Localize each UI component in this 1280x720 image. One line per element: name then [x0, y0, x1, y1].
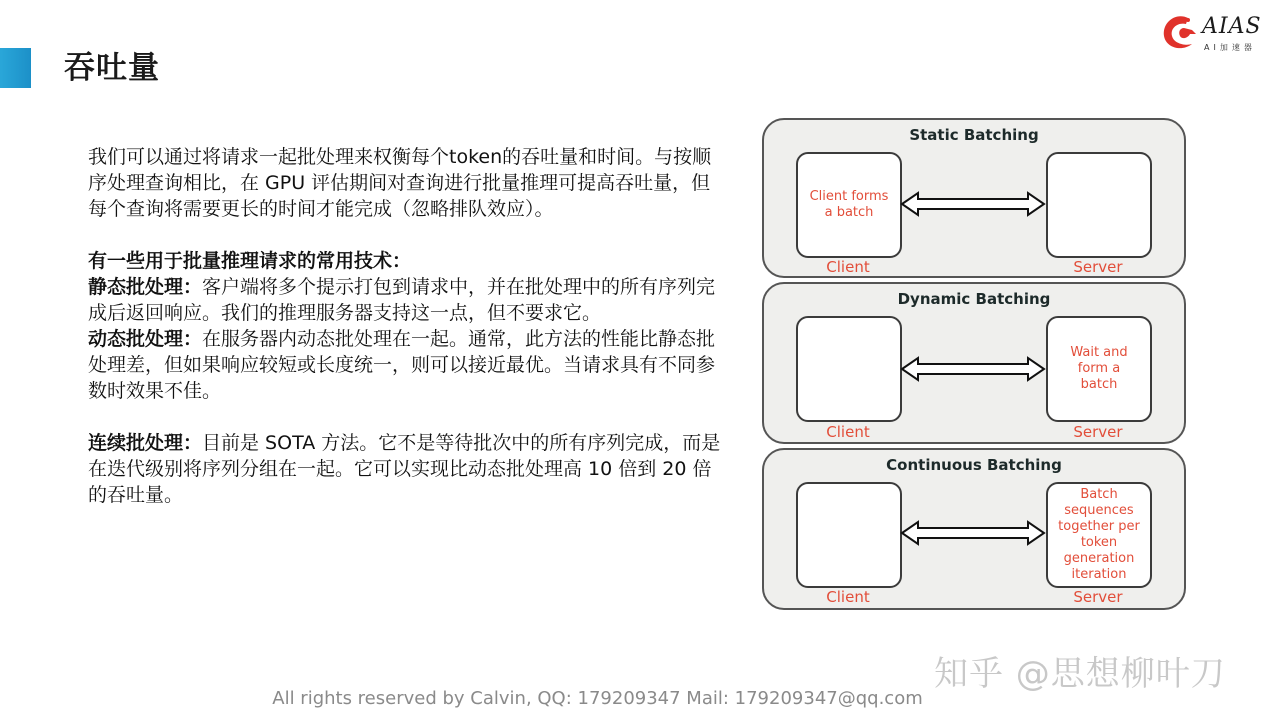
- logo-subtitle: AI加速器: [1204, 43, 1256, 52]
- client-label: Client: [826, 258, 870, 276]
- spacer: [88, 404, 728, 430]
- server-box: [1046, 152, 1152, 258]
- dynamic-batching-label: 动态批处理：: [88, 328, 203, 350]
- dynamic-batching-paragraph: [88, 326, 728, 404]
- server-label: Server: [1073, 423, 1123, 441]
- content-body: [88, 144, 728, 508]
- static-batching-paragraph: [88, 274, 728, 326]
- static-batching-panel: [762, 118, 1186, 278]
- dynamic-batching-panel: [762, 282, 1186, 444]
- title-accent-bar: [0, 48, 31, 88]
- server-box: [1046, 482, 1152, 588]
- spacer: [88, 222, 728, 248]
- server-box: [1046, 316, 1152, 422]
- continuous-batching-label: 连续批处理：: [88, 432, 203, 454]
- server-box-text: Batch sequences together per token generation iteration: [1058, 487, 1140, 582]
- panel-title: Dynamic Batching: [897, 290, 1051, 308]
- double-arrow-icon: [900, 520, 1046, 546]
- server-label: Server: [1073, 258, 1123, 276]
- aias-logo: [1158, 10, 1270, 56]
- panel-title: Continuous Batching: [886, 456, 1062, 474]
- client-label: Client: [826, 588, 870, 606]
- double-arrow-icon: [900, 191, 1046, 217]
- continuous-batching-paragraph: [88, 430, 728, 508]
- continuous-batching-text: 目前是 SOTA 方法。它不是等待批次中的所有序列完成，而是在迭代级别将序列分组在一起。它可以实现比动态批处理高 10 倍到 20 倍的吞吐量。: [88, 432, 721, 506]
- static-batching-text: 客户端将多个提示打包到请求中，并在批处理中的所有序列完成后返回响应。我们的推理服务器支持这一点，但不要求它。: [88, 276, 716, 324]
- server-box-text: Wait and form a batch: [1070, 345, 1128, 392]
- double-arrow-icon: [900, 356, 1046, 382]
- client-label: Client: [826, 423, 870, 441]
- client-box: [796, 152, 902, 258]
- intro-paragraph: 我们可以通过将请求一起批处理来权衡每个token的吞吐量和时间。与按顺序处理查询相比，在 GPU 评估期间对查询进行批量推理可提高吞吐量，但每个查询将需要更长的时间才能完成（忽略排队效应）。: [88, 146, 712, 220]
- client-box: [796, 316, 902, 422]
- continuous-batching-panel: [762, 448, 1186, 610]
- dragon-logo-icon: [1158, 10, 1202, 54]
- techniques-heading: 有一些用于批量推理请求的常用技术：: [88, 250, 412, 272]
- panel-title: Static Batching: [909, 126, 1039, 144]
- batching-diagram: [756, 114, 1188, 614]
- dynamic-batching-text: 在服务器内动态批处理在一起。通常，此方法的性能比静态批处理差，但如果响应较短或长度统一，则可以接近最优。当请求具有不同参数时效果不佳。: [88, 328, 716, 402]
- client-box-text: Client forms a batch: [809, 189, 889, 220]
- title-divider: [31, 48, 34, 88]
- zhihu-watermark: 知乎 @思想柳叶刀: [934, 654, 1226, 694]
- static-batching-label: 静态批处理：: [88, 276, 203, 298]
- client-box: [796, 482, 902, 588]
- logo-text: AIAS: [1202, 14, 1262, 39]
- copyright-footer: All rights reserved by Calvin, QQ: 179209347 Mail: 179209347@qq.com: [272, 688, 923, 709]
- page-title: 吞吐量: [64, 50, 160, 86]
- server-label: Server: [1073, 588, 1123, 606]
